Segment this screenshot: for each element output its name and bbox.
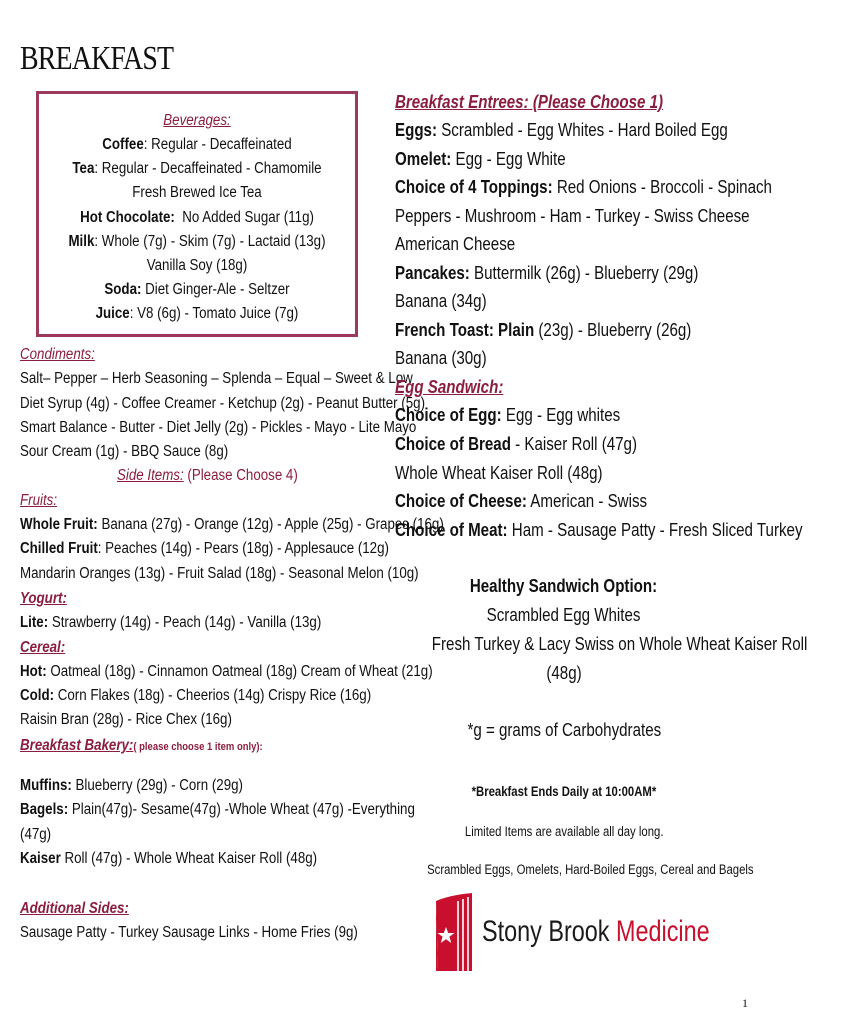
condiments-line: Smart Balance - Butter - Diet Jelly (2g) - Pickles - Mayo - Lite Mayo [20,419,417,436]
bakery-line: Kaiser Roll (47g) - Whole Wheat Kaiser Roll (48g) [20,850,318,867]
beverage-line: Coffee: Regular - Decaffeinated [102,136,292,153]
entree-line: Eggs: Scrambled - Egg Whites - Hard Boiled Egg [395,120,728,140]
egg-sandwich-line: Choice of Meat: Ham - Sausage Patty - Fresh Sliced Turkey [395,520,803,540]
cereal-line: Raisin Bran (28g) - Rice Chex (16g) [20,711,232,728]
additional-sides-line: Sausage Patty - Turkey Sausage Links - Home Fries (9g) [20,924,358,941]
healthy-line: Fresh Turkey & Lacy Swiss on Whole Wheat Kaiser Roll [431,634,808,654]
condiments-line: Diet Syrup (4g) - Coffee Creamer - Ketchup (2g) - Peanut Butter (5g) [20,395,426,412]
beverages-box [36,91,358,337]
breakfast-ends-note: *Breakfast Ends Daily at 10:00AM* [471,784,657,799]
stony-brook-medicine-logo [432,893,722,973]
healthy-line: Scrambled Egg Whites [487,605,641,625]
entree-line: Pancakes: Buttermilk (26g) - Blueberry (29g) [395,263,699,283]
beverage-line: Milk: Whole (7g) - Skim (7g) - Lactaid (13g) [68,233,326,250]
fruit-line: Whole Fruit: Banana (27g) - Orange (12g) - Apple (25g) - Grapes (16g) [20,516,444,533]
fruit-line: Mandarin Oranges (13g) - Fruit Salad (18g) - Seasonal Melon (10g) [20,565,419,582]
healthy-line: (48g) [546,663,582,683]
entree-line: French Toast: Plain (23g) - Blueberry (26g) [395,320,692,340]
yogurt-heading: Yogurt: [20,590,67,607]
cereal-line: Cold: Corn Flakes (18g) - Cheerios (14g) Crispy Rice (16g) [20,687,372,704]
entree-line: American Cheese [395,234,516,254]
entrees-heading: Breakfast Entrees: (Please Choose 1) [395,92,664,112]
entree-line: Banana (30g) [395,348,487,368]
logo-wordmark: Stony Brook Medicine [482,915,710,948]
healthy-heading: Healthy Sandwich Option: [470,576,658,596]
egg-sandwich-heading: Egg Sandwich: [395,377,504,397]
entree-line: Banana (34g) [395,291,487,311]
beverage-line: Hot Chocolate: No Added Sugar (11g) [80,209,314,226]
egg-sandwich-line: Choice of Egg: Egg - Egg whites [395,405,621,425]
egg-sandwich-line: Choice of Cheese: American - Swiss [395,491,648,511]
limited-items-note: Limited Items are available all day long. [464,824,664,839]
beverage-line: Vanilla Soy (18g) [146,257,248,274]
bakery-heading: Breakfast Bakery:( please choose 1 item only): [20,737,263,754]
beverage-line: Fresh Brewed Ice Tea [132,184,262,201]
beverages-heading: Beverages: [163,112,231,129]
cereal-heading: Cereal: [20,639,66,656]
bakery-line: Bagels: Plain(47g)- Sesame(47g) -Whole Wheat (47g) -Everything [20,801,415,818]
all-day-items-note: Scrambled Eggs, Omelets, Hard-Boiled Eggs, Cereal and Bagels [427,862,754,877]
bakery-line: (47g) [20,826,52,843]
condiments-heading: Condiments: [20,346,95,363]
beverage-line: Tea: Regular - Decaffeinated - Chamomile [72,160,322,177]
fruit-line: Chilled Fruit: Peaches (14g) - Pears (18g) - Applesauce (12g) [20,540,389,557]
additional-sides-heading: Additional Sides: [20,900,129,917]
entree-line: Omelet: Egg - Egg White [395,149,566,169]
cereal-line: Hot: Oatmeal (18g) - Cinnamon Oatmeal (18g) Cream of Wheat (21g) [20,663,433,680]
entree-line: Choice of 4 Toppings: Red Onions - Broccoli - Spinach [395,177,772,197]
beverage-line: Soda: Diet Ginger-Ale - Seltzer [104,281,290,298]
condiments-line: Sour Cream (1g) - BBQ Sauce (8g) [20,443,229,460]
bakery-line: Muffins: Blueberry (29g) - Corn (29g) [20,777,243,794]
fruits-heading: Fruits: [20,492,58,509]
condiments-line: Salt– Pepper – Herb Seasoning – Splenda – Equal – Sweet & Low [20,370,413,387]
entree-line: Peppers - Mushroom - Ham - Turkey - Swiss Cheese [395,206,750,226]
egg-sandwich-line: Choice of Bread - Kaiser Roll (47g) [395,434,637,454]
page-title: BREAKFAST [20,40,174,77]
page-number: 1 [742,996,748,1010]
yogurt-line: Lite: Strawberry (14g) - Peach (14g) - Vanilla (13g) [20,614,322,631]
side-items-heading: Side Items: (Please Choose 4) [117,467,298,484]
egg-sandwich-line: Whole Wheat Kaiser Roll (48g) [395,463,603,483]
beverage-line: Juice: V8 (6g) - Tomato Juice (7g) [95,305,299,322]
carb-note: *g = grams of Carbohydrates [467,720,661,740]
